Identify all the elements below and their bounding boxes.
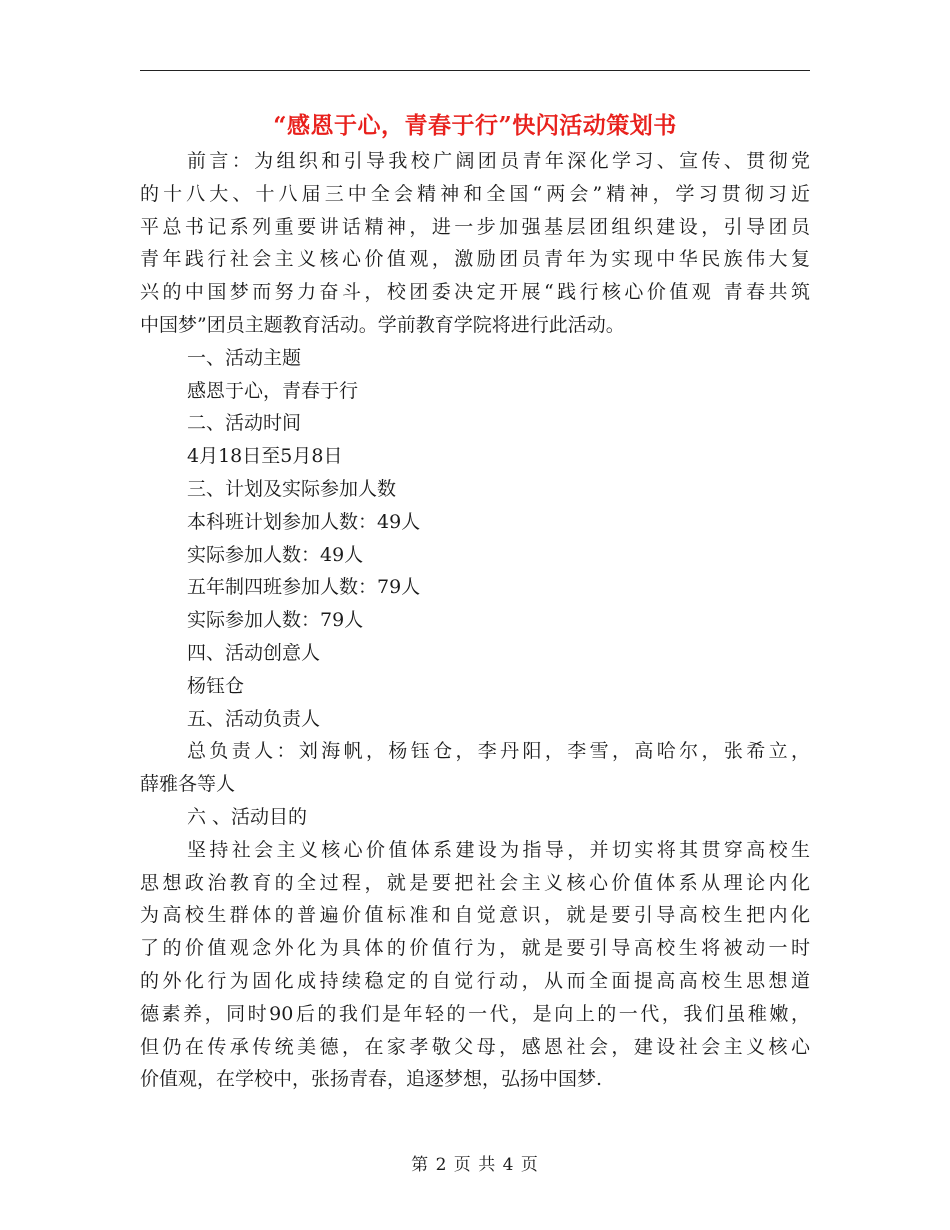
- participants-line: 实际参加人数：79人: [187, 609, 364, 632]
- purpose-line: 为高校生群体的普遍价值标准和自觉意识，就是要引导高校生把内化: [140, 904, 810, 927]
- creator-text: 杨钰仓: [187, 674, 245, 697]
- intro-line: 青年践行社会主义核心价值观，激励团员青年为实现中华民族伟大复: [140, 248, 810, 271]
- purpose-line: 但仍在传承传统美德，在家孝敬父母，感恩社会，建设社会主义核心: [140, 1035, 810, 1058]
- time-text: 4月18日至5月8日: [187, 445, 343, 468]
- document-body: [140, 145, 810, 1096]
- leaders-line: 总负责人：刘海帆，杨钰仓，李丹阳，李雪，高哈尔，张希立，: [187, 740, 810, 763]
- intro-line: 前言：为组织和引导我校广阔团员青年深化学习、宣传、贯彻党: [187, 150, 810, 172]
- purpose-line: 思想政治教育的全过程，就是要把社会主义核心价值体系从理论内化: [140, 871, 810, 894]
- section-heading-time: 二、活动时间: [187, 412, 302, 435]
- purpose-line: 坚持社会主义核心价值体系建设为指导，并切实将其贯穿高校生: [187, 838, 810, 861]
- purpose-line: 价值观，在学校中，张扬青春，追逐梦想，弘扬中国梦.: [140, 1068, 603, 1091]
- document-title: “感恩于心，青春于行”快闪活动策划书: [273, 112, 677, 139]
- section-heading-creator: 四、活动创意人: [187, 641, 321, 664]
- header-rule: [140, 70, 810, 71]
- leaders-line: 薛雅各等人: [140, 773, 236, 796]
- participants-line: 五年制四班参加人数：79人: [187, 576, 421, 599]
- theme-text: 感恩于心，青春于行: [187, 379, 359, 402]
- section-heading-theme: 一、活动主题: [187, 346, 302, 369]
- intro-line: 的十八大、十八届三中全会精神和全国“两会”精神，学习贯彻习近: [140, 182, 810, 205]
- purpose-line: 了的价值观念外化为具体的价值行为，就是要引导高校生将被动一时: [140, 937, 810, 960]
- section-heading-purpose: 六 、活动目的: [187, 805, 308, 828]
- purpose-line: 的外化行为固化成持续稳定的自觉行动，从而全面提高高校生思想道: [140, 969, 810, 992]
- section-heading-leaders: 五、活动负责人: [187, 707, 321, 730]
- page-number: 第 2 页 共 4 页: [411, 1155, 539, 1175]
- intro-line: 兴的中国梦而努力奋斗，校团委决定开展“践行核心价值观 青春共筑: [140, 281, 810, 304]
- section-heading-participants: 三、计划及实际参加人数: [187, 477, 397, 500]
- participants-line: 实际参加人数：49人: [187, 543, 364, 566]
- purpose-line: 德素养，同时90后的我们是年轻的一代，是向上的一代，我们虽稚嫩，: [140, 1002, 810, 1025]
- participants-line: 本科班计划参加人数：49人: [187, 510, 421, 533]
- intro-line: 平总书记系列重要讲话精神，进一步加强基层团组织建设，引导团员: [140, 215, 810, 238]
- intro-line: 中国梦”团员主题教育活动。学前教育学院将进行此活动。: [140, 313, 625, 336]
